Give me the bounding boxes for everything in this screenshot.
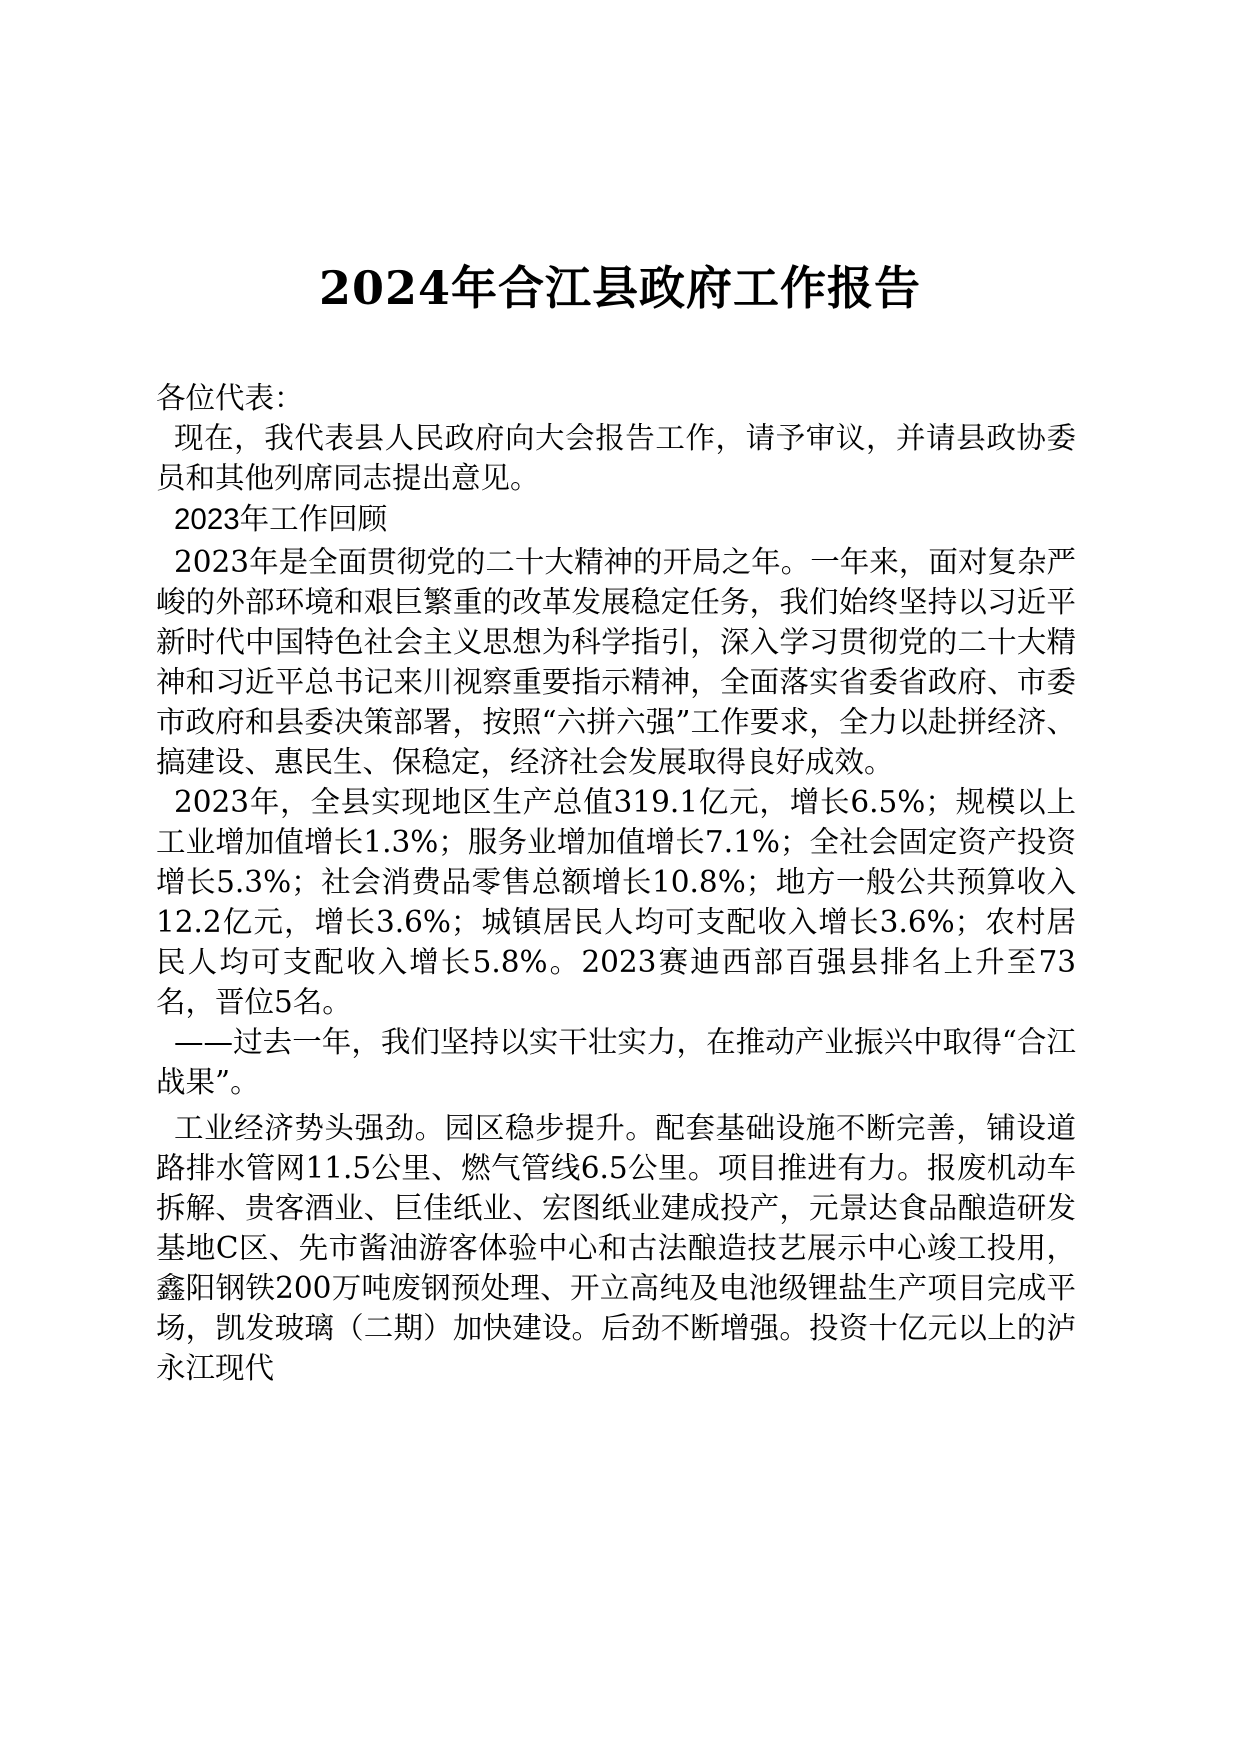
- document-title: 2024年合江县政府工作报告: [318, 261, 922, 315]
- paragraph-industry-summary: ——过去一年，我们坚持以实干壮实力，在推动产业振兴中取得“合江战果”。: [156, 1025, 1076, 1099]
- salutation: 各位代表：: [156, 381, 304, 415]
- document-body: [156, 378, 1076, 1388]
- section-heading: 2023年工作回顾: [174, 503, 388, 536]
- paragraph-intro: 现在，我代表县人民政府向大会报告工作，请予审议，并请县政协委员和其他列席同志提出意见。: [156, 421, 1076, 495]
- paragraph-overview: 2023年是全面贯彻党的二十大精神的开局之年。一年来，面对复杂严峻的外部环境和艰巨繁重的改革发展稳定任务，我们始终坚持以习近平新时代中国特色社会主义思想为科学指引，深入学习贯彻党的二十大精神和习近平总书记来川视察重要指示精神，全面落实省委省政府、市委市政府和县委决策部署，按照“六拼六强”工作要求，全力以赴拼经济、搞建设、惠民生、保稳定，经济社会发展取得良好成效。: [156, 545, 1076, 779]
- paragraph-statistics: 2023年，全县实现地区生产总值319.1亿元，增长6.5%；规模以上工业增加值增长1.3%；服务业增加值增长7.1%；全社会固定资产投资增长5.3%；社会消费品零售总额增长10.8%；地方一般公共预算收入12.2亿元，增长3.6%；城镇居民人均可支配收入增长3.6%；农村居民人均可支配收入增长5.8%。2023赛迪西部百强县排名上升至73名，晋位5名。: [156, 785, 1076, 1019]
- paragraph-industrial-economy: 工业经济势头强劲。园区稳步提升。配套基础设施不断完善，铺设道路排水管网11.5公里、燃气管线6.5公里。项目推进有力。报废机动车拆解、贵客酒业、巨佳纸业、宏图纸业建成投产，元景达食品酿造研发基地C区、先市酱油游客体验中心和古法酿造技艺展示中心竣工投用，鑫阳钢铁200万吨废钢预处理、开立高纯及电池级锂盐生产项目完成平场，凯发玻璃（二期）加快建设。后劲不断增强。投资十亿元以上的泸永江现代: [156, 1111, 1076, 1385]
